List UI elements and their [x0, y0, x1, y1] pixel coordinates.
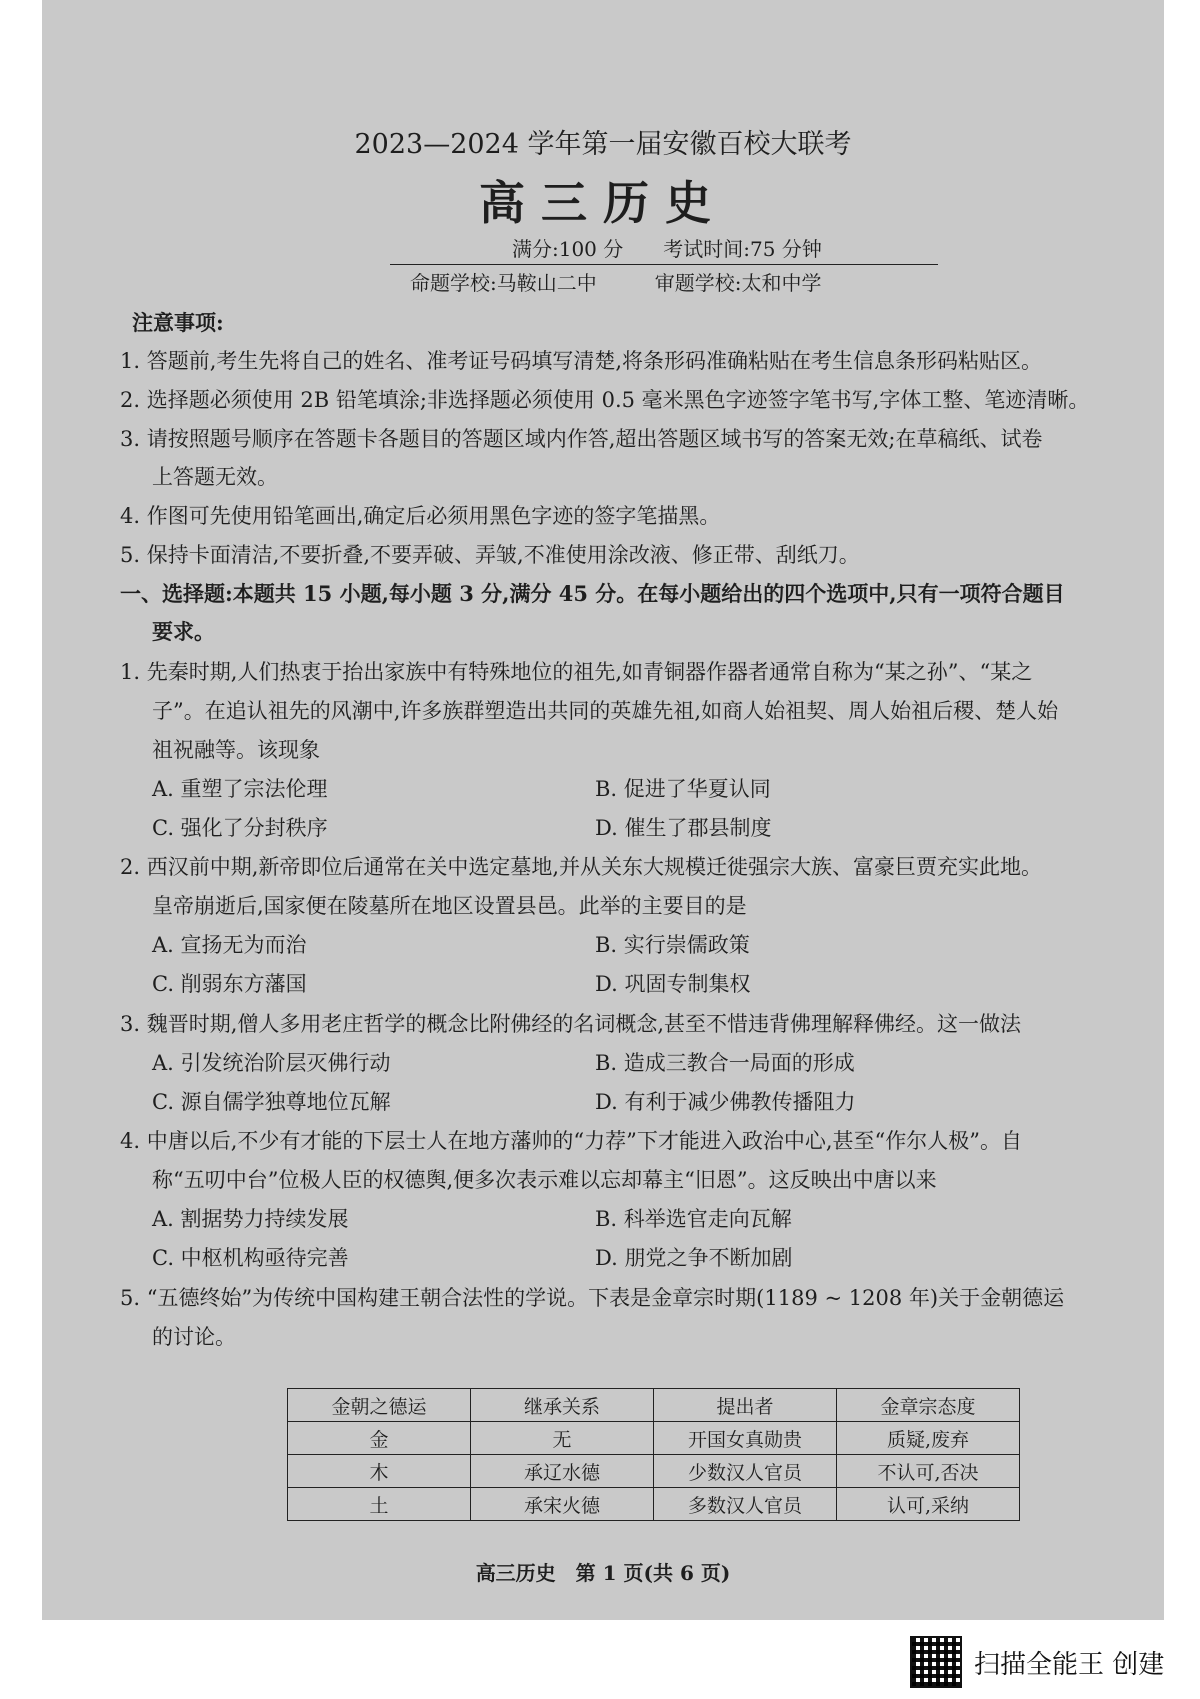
table-cell: 认可,采纳	[837, 1488, 1020, 1521]
table-header-row	[288, 1389, 1020, 1422]
option-c: C. 中枢机构亟待完善	[152, 1246, 349, 1270]
scanner-watermark	[910, 1636, 1164, 1688]
header-rule	[390, 264, 938, 265]
table-cell: 无	[471, 1422, 654, 1455]
section-heading: 要求。	[152, 619, 215, 644]
exam-title: 2023—2024 学年第一届安徽百校大联考	[354, 129, 852, 160]
table-row	[288, 1455, 1020, 1488]
option-a: A. 宣扬无为而治	[152, 933, 307, 957]
table-header-cell: 金章宗态度	[837, 1389, 1020, 1422]
table-header-cell: 提出者	[654, 1389, 837, 1422]
table-header-cell: 继承关系	[471, 1389, 654, 1422]
table-cell: 不认可,否决	[837, 1455, 1020, 1488]
option-b: B. 实行崇儒政策	[595, 933, 750, 957]
option-b: B. 造成三教合一局面的形成	[595, 1051, 855, 1075]
section-heading: 一、选择题:本题共 15 小题,每小题 3 分,满分 45 分。在每小题给出的四个选项中,只有一项符合题目	[120, 581, 1065, 606]
table-header-cell: 金朝之德运	[288, 1389, 471, 1422]
table-row	[288, 1488, 1020, 1521]
table-cell: 多数汉人官员	[654, 1488, 837, 1521]
question-1: 祖祝融等。该现象	[152, 738, 320, 762]
table-cell: 承宋火德	[471, 1488, 654, 1521]
table-cell: 木	[288, 1455, 471, 1488]
table-cell: 土	[288, 1488, 471, 1521]
table-cell: 承辽水德	[471, 1455, 654, 1488]
option-d: D. 朋党之争不断加剧	[595, 1246, 793, 1270]
question-5: 的讨论。	[152, 1325, 236, 1349]
notice-item: 5. 保持卡面清洁,不要折叠,不要弄破、弄皱,不准使用涂改液、修正带、刮纸刀。	[120, 543, 860, 567]
subject-title: 高三历史	[479, 176, 727, 230]
qr-code-icon	[910, 1636, 962, 1688]
deyun-table	[287, 1388, 1020, 1521]
exam-time: 考试时间:75 分钟	[663, 237, 822, 261]
table-row	[288, 1422, 1020, 1455]
option-a: A. 重塑了宗法伦理	[152, 777, 328, 801]
table-cell: 金	[288, 1422, 471, 1455]
exam-meta	[512, 234, 862, 264]
option-b: B. 科举选官走向瓦解	[595, 1207, 792, 1231]
option-c: C. 削弱东方藩国	[152, 972, 307, 996]
question-2: 2. 西汉前中期,新帝即位后通常在关中选定墓地,并从关东大规模迁徙强宗大族、富豪巨贾充实此地。	[120, 855, 1043, 879]
option-d: D. 巩固专制集权	[595, 972, 751, 996]
reviewer-school: 审题学校:太和中学	[654, 271, 822, 295]
notice-item: 3. 请按照题号顺序在答题卡各题目的答题区域内作答,超出答题区域书写的答案无效;在草稿纸、试卷	[120, 427, 1043, 451]
notice-item: 2. 选择题必须使用 2B 铅笔填涂;非选择题必须使用 0.5 毫米黑色字迹签字笔书写,字体工整、笔迹清晰。	[120, 388, 1090, 412]
notice-item: 1. 答题前,考生先将自己的姓名、准考证号码填写清楚,将条形码准确粘贴在考生信息条形码粘贴区。	[120, 349, 1043, 373]
option-a: A. 割据势力持续发展	[152, 1207, 349, 1231]
question-5: 5. “五德终始”为传统中国构建王朝合法性的学说。下表是金章宗时期(1189 ~ 1208 年)关于金朝德运	[120, 1286, 1065, 1310]
option-d: D. 有利于减少佛教传播阻力	[595, 1090, 856, 1114]
question-1: 子”。在追认祖先的风潮中,许多族群塑造出共同的英雄先祖,如商人始祖契、周人始祖后稷、楚人始	[152, 699, 1059, 723]
table-cell: 质疑,废弃	[837, 1422, 1020, 1455]
notice-heading: 注意事项:	[132, 310, 224, 335]
question-3: 3. 魏晋时期,僧人多用老庄哲学的概念比附佛经的名词概念,甚至不惜违背佛理解释佛经。这一做法	[120, 1012, 1022, 1036]
option-d: D. 催生了郡县制度	[595, 816, 772, 840]
page-footer: 高三历史 第 1 页(共 6 页)	[475, 1561, 731, 1585]
question-4: 4. 中唐以后,不少有才能的下层士人在地方藩帅的“力荐”下才能进入政治中心,甚至“作尔人极”。自	[120, 1129, 1023, 1153]
question-1: 1. 先秦时期,人们热衷于抬出家族中有特殊地位的祖先,如青铜器作器者通常自称为“某之孙”、“某之	[120, 660, 1033, 684]
table-cell: 少数汉人官员	[654, 1455, 837, 1488]
question-2: 皇帝崩逝后,国家便在陵墓所在地区设置县邑。此举的主要目的是	[152, 894, 747, 918]
exam-paper	[42, 0, 1164, 1620]
table-cell: 开国女真勋贵	[654, 1422, 837, 1455]
notice-item: 上答题无效。	[152, 465, 278, 489]
full-score: 满分:100 分	[512, 237, 624, 261]
option-b: B. 促进了华夏认同	[595, 777, 771, 801]
option-c: C. 强化了分封秩序	[152, 816, 328, 840]
school-info	[410, 268, 880, 298]
option-a: A. 引发统治阶层灭佛行动	[152, 1051, 391, 1075]
option-c: C. 源自儒学独尊地位瓦解	[152, 1090, 391, 1114]
notice-item: 4. 作图可先使用铅笔画出,确定后必须用黑色字迹的签字笔描黑。	[120, 504, 721, 528]
setter-school: 命题学校:马鞍山二中	[410, 271, 597, 295]
question-4: 称“五叨中台”位极人臣的权德舆,便多次表示难以忘却幕主“旧恩”。这反映出中唐以来	[152, 1168, 937, 1192]
brand-label: 扫描全能王 创建	[974, 1649, 1165, 1680]
